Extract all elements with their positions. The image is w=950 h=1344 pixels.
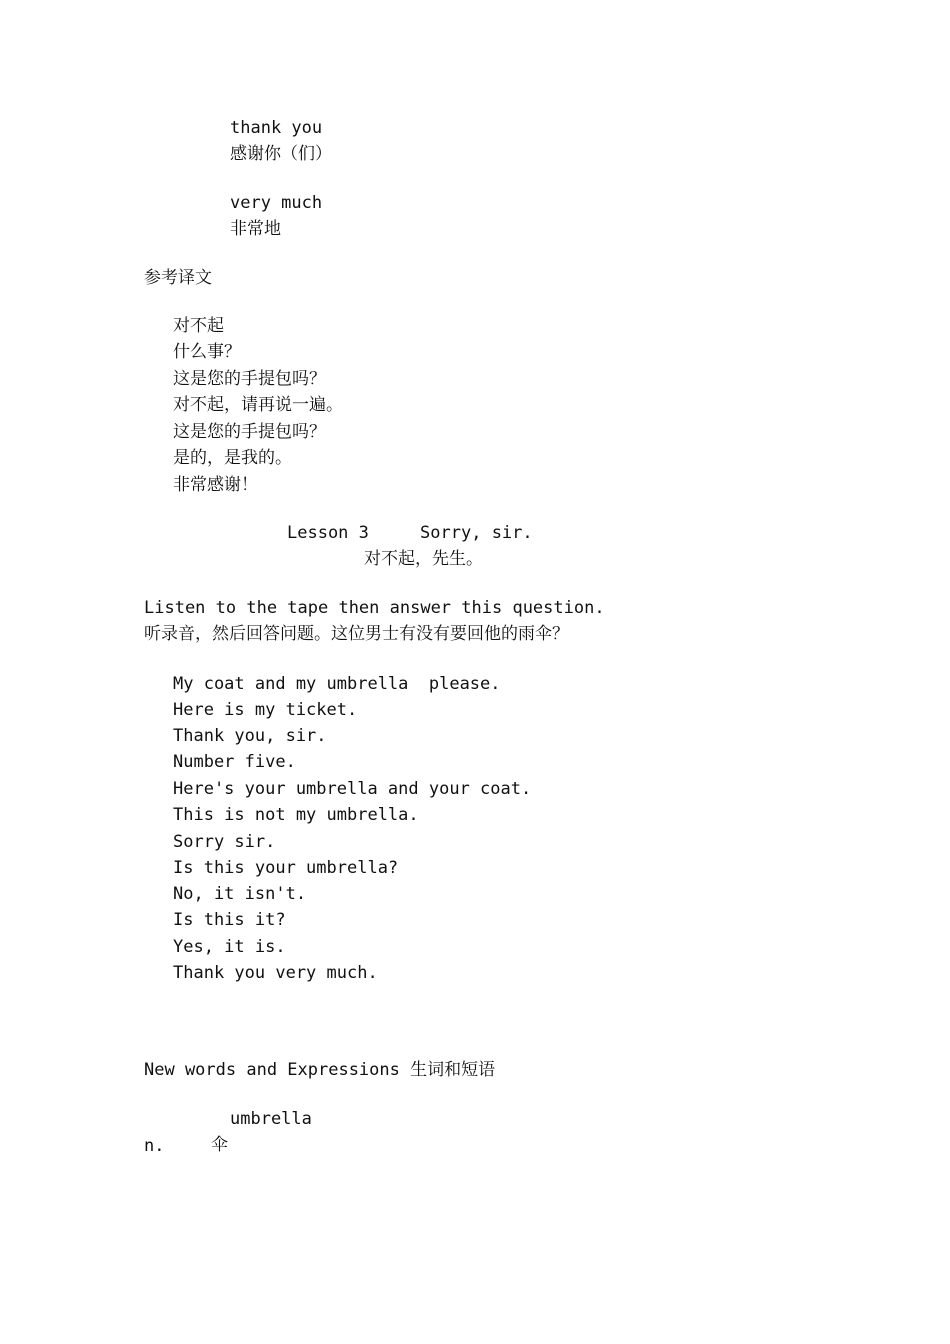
- translation-line: 对不起，请再说一遍。: [173, 395, 343, 415]
- dialogue-line: Number five.: [173, 752, 296, 772]
- translation-line: 这是您的手提包吗？: [173, 369, 326, 389]
- vocab-word-thank-you: thank you: [230, 118, 323, 138]
- translation-line: 非常感谢！: [173, 475, 258, 495]
- translation-line: 对不起: [173, 316, 224, 336]
- dialogue-line: Here is my ticket.: [173, 700, 358, 720]
- dialogue-line: This is not my umbrella.: [173, 805, 419, 825]
- translation-line: 这是您的手提包吗？: [173, 422, 326, 442]
- dialogue-line: Is this your umbrella?: [173, 858, 399, 878]
- lesson-subtitle: 对不起，先生。: [364, 549, 483, 569]
- translation-line: 什么事？: [173, 342, 241, 362]
- vocab-meaning-thank-you: 感谢你（们）: [230, 144, 332, 164]
- new-word: umbrella: [230, 1109, 312, 1129]
- dialogue-line: Thank you, sir.: [173, 726, 327, 746]
- vocab-meaning-very-much: 非常地: [230, 219, 281, 239]
- dialogue-line: Here's your umbrella and your coat.: [173, 779, 532, 799]
- question-cn: 听录音，然后回答问题。这位男士有没有要回他的雨伞？: [144, 624, 569, 644]
- dialogue-line: Thank you very much.: [173, 963, 378, 983]
- dialogue-line: Is this it?: [173, 910, 286, 930]
- dialogue-line: Sorry sir.: [173, 832, 276, 852]
- dialogue-line: Yes, it is.: [173, 937, 286, 957]
- question-en: Listen to the tape then answer this question.: [144, 598, 605, 618]
- new-word-meaning: 伞: [211, 1135, 228, 1155]
- new-word-pos: n.: [144, 1136, 165, 1156]
- new-words-heading: New words and Expressions 生词和短语: [144, 1060, 496, 1080]
- dialogue-line: My coat and my umbrella please.: [173, 674, 501, 694]
- lesson-title: Lesson 3 Sorry, sir.: [287, 523, 533, 543]
- translation-heading: 参考译文: [144, 268, 212, 288]
- translation-line: 是的，是我的。: [173, 448, 292, 468]
- vocab-word-very-much: very much: [230, 193, 323, 213]
- dialogue-line: No, it isn't.: [173, 884, 307, 904]
